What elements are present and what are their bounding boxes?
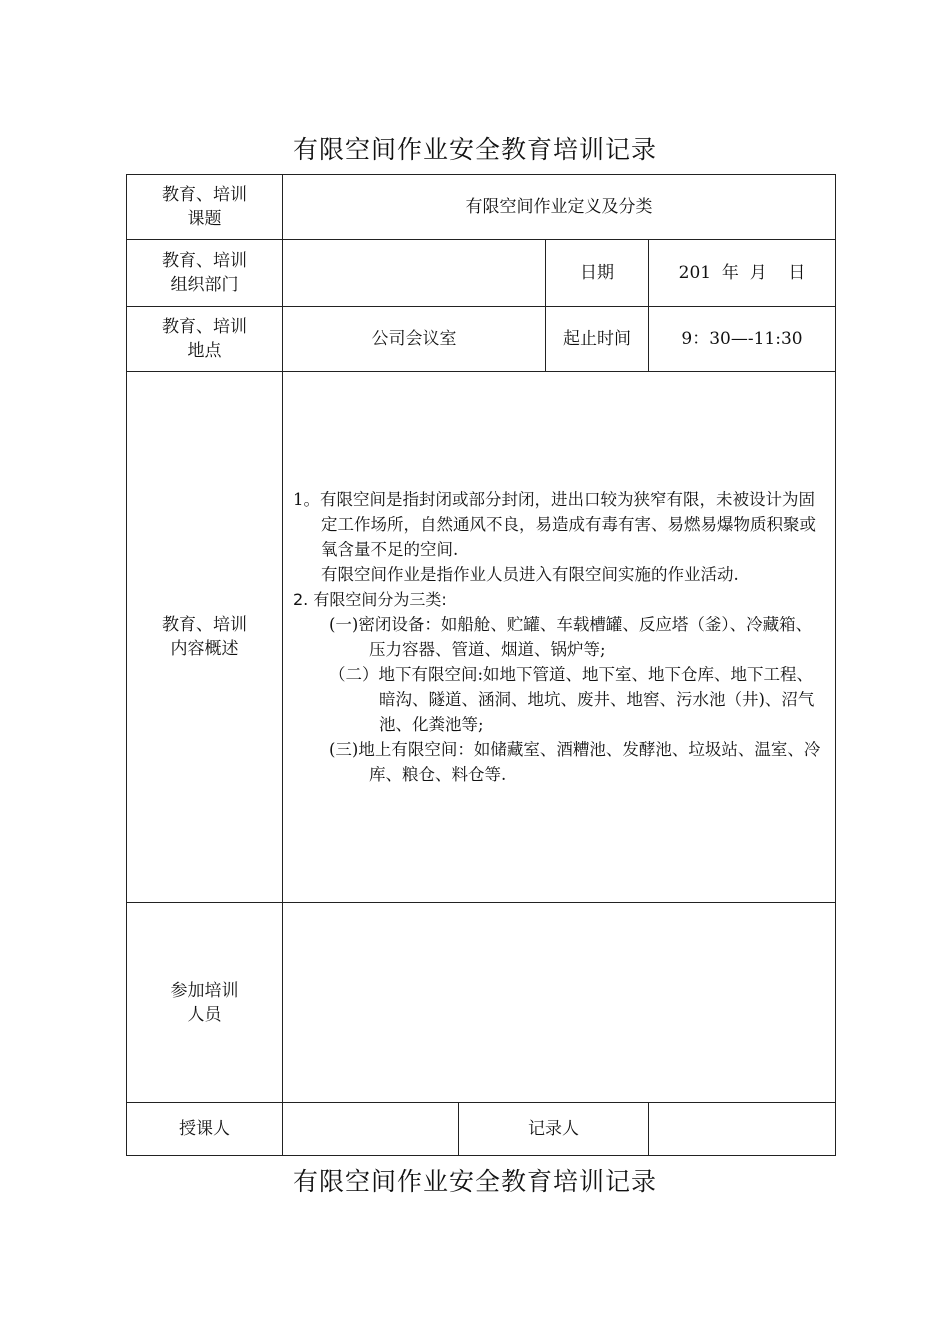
content-summary[interactable]: [283, 372, 836, 903]
time-label: 起止时间: [546, 307, 649, 372]
date-value[interactable]: 201 年 月 日: [649, 240, 836, 307]
lecturer-value[interactable]: [283, 1103, 459, 1156]
content-paragraph-2: 2. 有限空间分为三类:: [293, 590, 447, 609]
content-label: 教育、培训 内容概述: [127, 372, 283, 903]
content-item-3: (三)地上有限空间：如储藏室、酒糟池、发酵池、垃圾站、温室、冷库、粮仓、料仓等.: [329, 740, 821, 784]
recorder-value[interactable]: [649, 1103, 836, 1156]
attendees-value[interactable]: [283, 903, 836, 1103]
recorder-label: 记录人: [459, 1103, 649, 1156]
content-paragraph-1b: 有限空间作业是指作业人员进入有限空间实施的作业活动.: [321, 565, 739, 584]
location-value[interactable]: 公司会议室: [283, 307, 546, 372]
time-value[interactable]: 9：30—-11:30: [649, 307, 836, 372]
content-item-2: （二）地下有限空间:如地下管道、地下室、地下仓库、地下工程、暗沟、隧道、涵洞、地坑、废井、地窖、污水池（井)、沼气池、化粪池等;: [329, 665, 815, 734]
attendees-label: 参加培训 人员: [127, 903, 283, 1103]
document-title-repeat: 有限空间作业安全教育培训记录: [292, 1167, 657, 1196]
lecturer-label: 授课人: [127, 1103, 283, 1156]
document-title: 有限空间作业安全教育培训记录: [292, 135, 657, 164]
topic-label: 教育、培训 课题: [127, 175, 283, 240]
content-item-1: (一)密闭设备：如船舱、贮罐、车载槽罐、反应塔（釜）、冷藏箱、压力容器、管道、烟道、锅炉等;: [329, 615, 813, 659]
date-label: 日期: [546, 240, 649, 307]
dept-label: 教育、培训 组织部门: [127, 240, 283, 307]
topic-value[interactable]: 有限空间作业定义及分类: [283, 175, 836, 240]
content-paragraph-1: 1。有限空间是指封闭或部分封闭，进出口较为狭窄有限，未被设计为固定工作场所，自然通风不良，易造成有毒有害、易燃易爆物质积聚或氧含量不足的空间.: [293, 490, 816, 559]
training-record-table: [126, 174, 836, 1156]
location-label: 教育、培训 地点: [127, 307, 283, 372]
dept-value[interactable]: [283, 240, 546, 307]
